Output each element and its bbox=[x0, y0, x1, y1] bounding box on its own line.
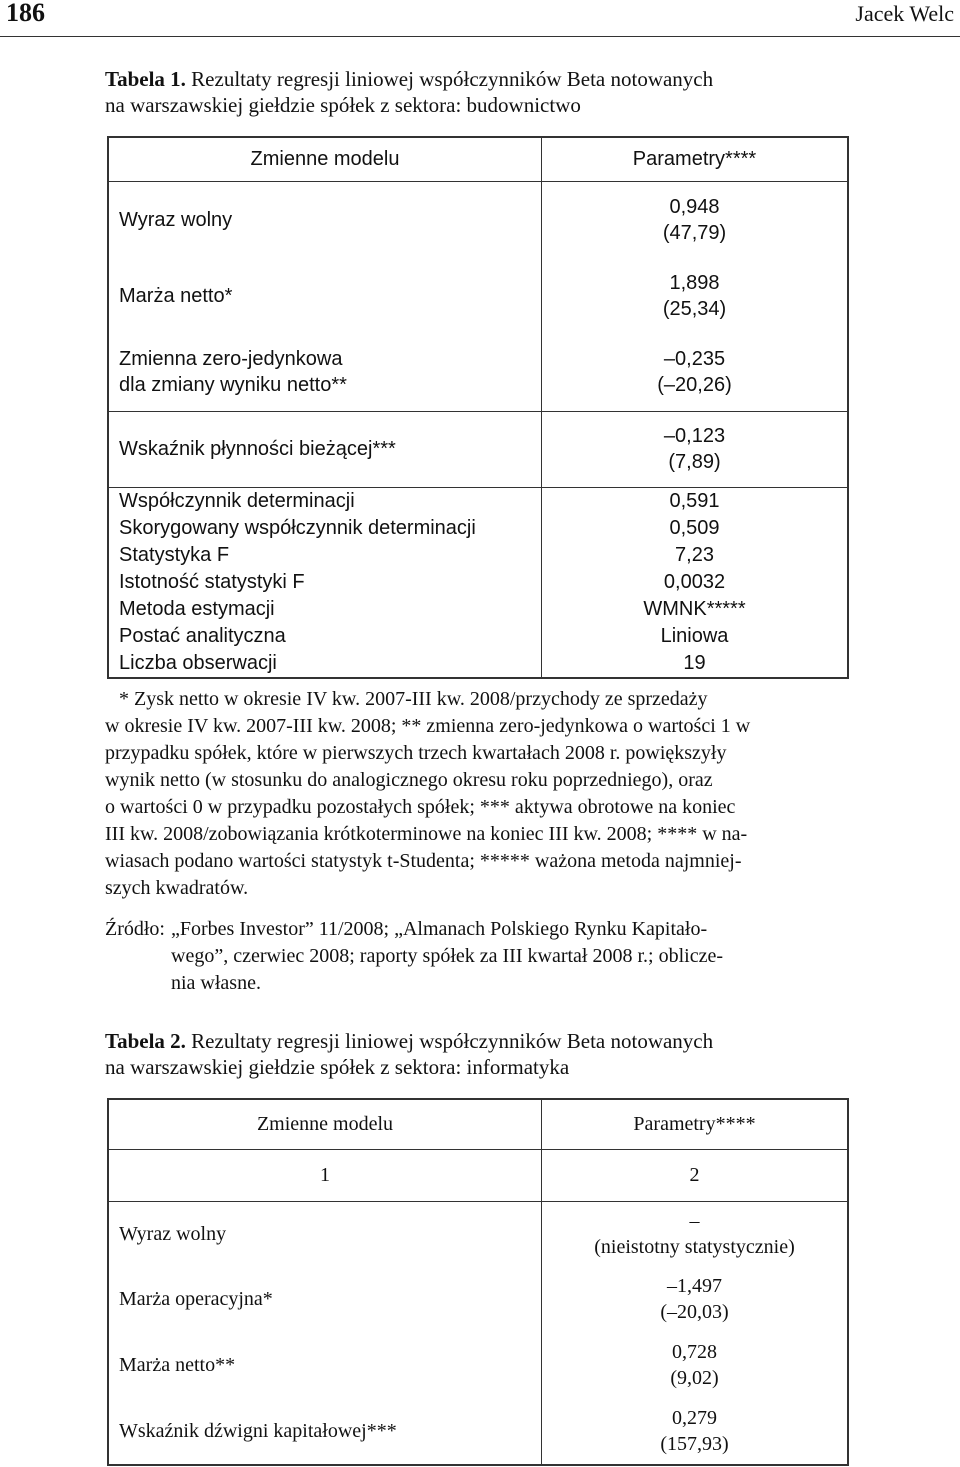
table1-col2-header: Parametry**** bbox=[632, 148, 757, 171]
table1-header-row bbox=[108, 137, 848, 181]
table2-coef: –1,497 bbox=[667, 1275, 722, 1298]
table2-caption bbox=[105, 1028, 865, 1080]
table1 bbox=[107, 136, 849, 679]
table1-stat-label: Współczynnik determinacji bbox=[108, 487, 542, 514]
table1-caption-line2: na warszawskiej giełdzie spółek z sektora: budownictwo bbox=[105, 93, 581, 117]
table1-var-name: Zmienna zero-jedynkowa bbox=[119, 347, 343, 370]
table-row bbox=[108, 333, 848, 411]
source-line: „Forbes Investor” 11/2008; „Almanach Polskiego Rynku Kapitało- bbox=[171, 918, 708, 940]
table2-var-name: Marża operacyjna* bbox=[108, 1266, 542, 1332]
table-row bbox=[108, 595, 848, 622]
running-head-author: Jacek Welc bbox=[855, 1, 954, 26]
table1-coef: –0,235 bbox=[663, 347, 726, 370]
table1-source bbox=[105, 916, 847, 997]
table1-stat-label: Liczba obserwacji bbox=[108, 649, 542, 678]
table2-caption-line1: Rezultaty regresji liniowej współczynników Beta notowanych bbox=[191, 1029, 714, 1053]
table2-coef: 0,728 bbox=[672, 1341, 717, 1364]
table1-stat-value: 19 bbox=[683, 652, 706, 674]
table1-coef: –0,123 bbox=[663, 425, 726, 447]
table1-caption bbox=[105, 66, 865, 118]
table1-stat-label: Istotność statystyki F bbox=[108, 568, 542, 595]
table1-stat-label: Metoda estymacji bbox=[108, 595, 542, 622]
table-row bbox=[108, 487, 848, 514]
table1-tstat: (47,79) bbox=[662, 222, 727, 245]
table2 bbox=[107, 1098, 849, 1466]
table-row bbox=[108, 541, 848, 568]
table1-tstat: (25,34) bbox=[662, 298, 727, 320]
source-line: wego”, czerwiec 2008; raporty spółek za III kwartał 2008 r.; oblicze- bbox=[171, 945, 723, 967]
note-line: szych kwadratów. bbox=[105, 877, 249, 899]
table-row bbox=[108, 411, 848, 487]
table1-tstat: (7,89) bbox=[668, 451, 721, 473]
table2-var-name: Wyraz wolny bbox=[108, 1202, 542, 1266]
table-row bbox=[108, 514, 848, 541]
note-line: III kw. 2008/zobowiązania krótkoterminowe na koniec III kw. 2008; **** w na- bbox=[105, 823, 748, 845]
table2-var-name: Wskaźnik dźwigni kapitałowej*** bbox=[108, 1399, 542, 1465]
table2-col2-number: 2 bbox=[542, 1149, 849, 1201]
table1-var-name: Marża netto* bbox=[119, 285, 233, 307]
table1-tstat: (–20,26) bbox=[657, 373, 732, 396]
note-line: o wartości 0 w przypadku pozostałych spółek; *** aktywa obrotowe na koniec bbox=[105, 796, 736, 818]
table2-caption-line2: na warszawskiej giełdzie spółek z sektora: informatyka bbox=[105, 1055, 570, 1079]
note-line: w okresie IV kw. 2007-III kw. 2008; ** zmienna zero-jedynkowa o wartości 1 w bbox=[105, 715, 751, 737]
table2-col1-number: 1 bbox=[108, 1149, 542, 1201]
note-line: wiasach podano wartości statystyk t-Studenta; ***** ważona metoda najmniej- bbox=[105, 850, 742, 872]
table2-tstat: (nieistotny statystycznie) bbox=[594, 1235, 795, 1258]
table2-tstat: (9,02) bbox=[670, 1367, 719, 1390]
table1-col1-header: Zmienne modelu bbox=[108, 137, 542, 181]
table2-col2-header: Parametry**** bbox=[633, 1113, 756, 1136]
note-line: przypadku spółek, które w pierwszych trzech kwartałach 2008 r. powiększyły bbox=[105, 742, 727, 764]
table-row bbox=[108, 181, 848, 259]
table2-tstat: (–20,03) bbox=[660, 1301, 729, 1324]
table-row bbox=[108, 1266, 848, 1332]
table1-coef: 0,948 bbox=[669, 196, 720, 219]
table-row bbox=[108, 1332, 848, 1398]
note-line: * Zysk netto w okresie IV kw. 2007-III kw. 2008/przychody ze sprzedaży bbox=[119, 688, 708, 710]
table-row bbox=[108, 622, 848, 649]
table-row bbox=[108, 1202, 848, 1266]
table1-caption-line1: Rezultaty regresji liniowej współczynników Beta notowanych bbox=[191, 67, 714, 91]
table1-var-name-cont: dla zmiany wyniku netto** bbox=[119, 373, 347, 396]
table1-notes bbox=[105, 686, 847, 902]
page-number: 186 bbox=[6, 0, 45, 27]
source-label: Źródło: bbox=[105, 918, 165, 940]
table-row bbox=[108, 568, 848, 595]
table2-col1-header: Zmienne modelu bbox=[108, 1099, 542, 1149]
table-row bbox=[108, 259, 848, 333]
table2-coef: 0,279 bbox=[672, 1407, 717, 1430]
table1-stat-value: 0,591 bbox=[542, 487, 849, 514]
table2-caption-label: Tabela 2. bbox=[105, 1029, 186, 1053]
table1-var-name: Wskaźnik płynności bieżącej*** bbox=[119, 438, 396, 460]
table1-stat-label: Statystyka F bbox=[108, 541, 542, 568]
table1-stat-value: WMNK***** bbox=[643, 597, 746, 620]
table1-caption-label: Tabela 1. bbox=[105, 67, 186, 91]
table1-stat-value: 0,509 bbox=[669, 516, 720, 539]
table1-var-name: Wyraz wolny bbox=[119, 209, 233, 232]
table1-stat-value: 7,23 bbox=[675, 543, 714, 566]
table1-stat-value: Liniowa bbox=[660, 624, 729, 647]
table-row bbox=[108, 1399, 848, 1465]
table2-header-row bbox=[108, 1099, 848, 1149]
table2-number-row bbox=[108, 1149, 848, 1201]
table1-stat-label: Skorygowany współczynnik determinacji bbox=[108, 514, 542, 541]
table1-stat-label: Postać analityczna bbox=[108, 622, 542, 649]
source-line: nia własne. bbox=[171, 972, 261, 994]
table2-coef: – bbox=[689, 1209, 700, 1232]
page-header bbox=[0, 0, 960, 37]
table1-coef: 1,898 bbox=[669, 272, 720, 294]
table2-var-name: Marża netto** bbox=[108, 1332, 542, 1398]
table2-tstat: (157,93) bbox=[660, 1433, 729, 1456]
table-row bbox=[108, 649, 848, 678]
table1-stat-value: 0,0032 bbox=[663, 570, 726, 593]
note-line: wynik netto (w stosunku do analogicznego okresu roku poprzedniego), oraz bbox=[105, 769, 713, 791]
